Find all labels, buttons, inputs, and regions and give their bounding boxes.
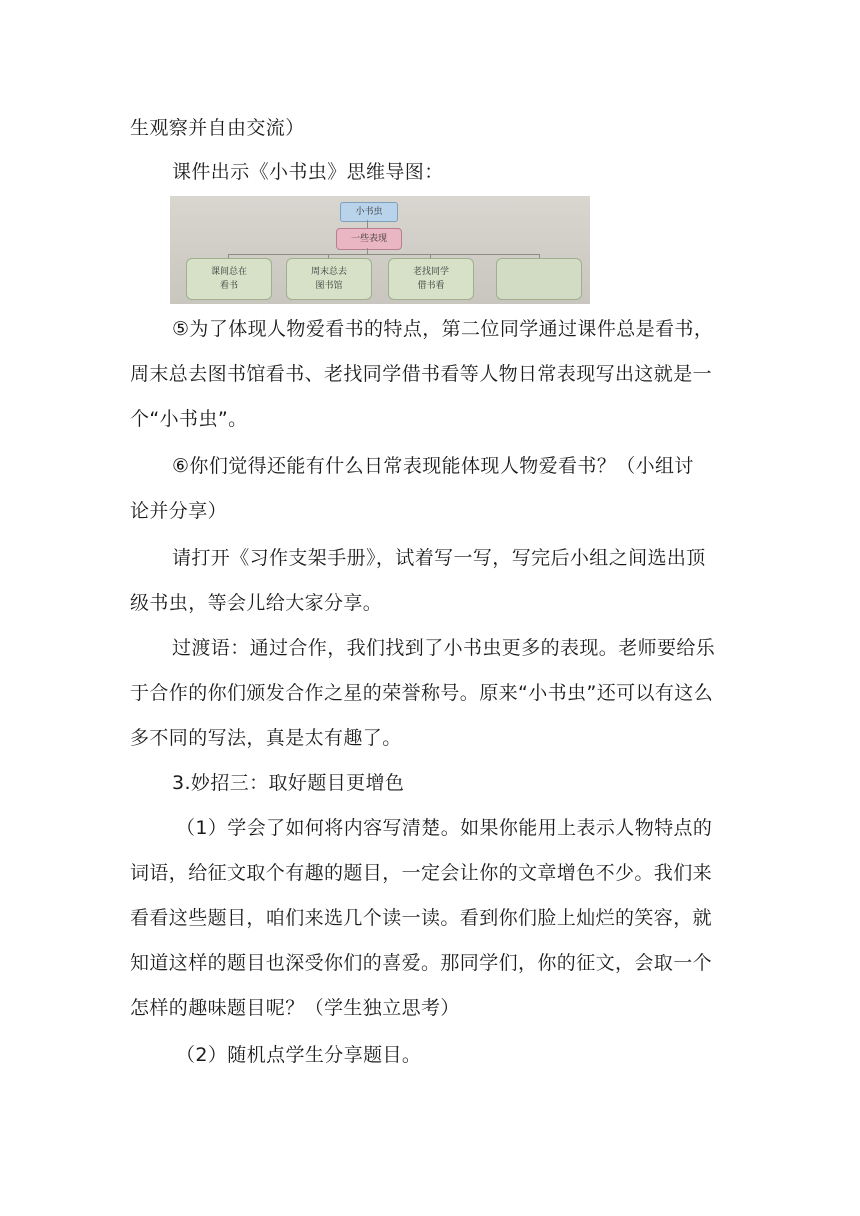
paragraph-line: 级书虫，等会儿给大家分享。 xyxy=(130,592,383,614)
paragraph-line: 课件出示《小书虫》思维导图： xyxy=(172,161,444,183)
mind-map-leaf xyxy=(388,258,474,300)
leaf-text: 借书看 xyxy=(417,281,445,291)
paragraph-line: 看看这些题目，咱们来选几个读一读。看到你们脸上灿烂的笑容，就 xyxy=(130,907,713,929)
paragraph-line: ⑤为了体现人物爱看书的特点，第二位同学通过课件总是看书， xyxy=(172,318,714,340)
paragraph-line: 生观察并自由交流） xyxy=(130,117,305,139)
paragraph-line: （1）学会了如何将内容写清楚。如果你能用上表示人物特点的 xyxy=(176,817,713,839)
leaf-text: 周末总去 xyxy=(310,267,347,277)
paragraph-line: 周末总去图书馆看书、老找同学借书看等人物日常表现写出这就是一 xyxy=(130,363,713,385)
paragraph-line: 知道这样的题目也深受你们的喜爱。那同学们，你的征文，会取一个 xyxy=(130,952,713,974)
paragraph-line: 于合作的你们颁发合作之星的荣誉称号。原来“小书虫”还可以有这么 xyxy=(130,682,714,704)
mind-map-figure xyxy=(170,196,590,304)
paragraph-line: 词语，给征文取个有趣的题目，一定会让你的文章增色不少。我们来 xyxy=(130,862,713,884)
mind-map-leaf xyxy=(186,258,272,300)
section-heading: 3.妙招三：取好题目更增色 xyxy=(172,772,405,794)
paragraph-line: 请打开《习作支架手册》，试着写一写，写完后小组之间选出顶 xyxy=(172,547,706,569)
leaf-text: 图书馆 xyxy=(315,281,343,291)
paragraph-line: 个“小书虫”。 xyxy=(130,408,248,430)
mind-map-root: 小书虫 xyxy=(340,202,398,222)
leaf-text: 看书 xyxy=(219,281,238,291)
leaf-text: 老找同学 xyxy=(412,267,449,277)
leaf-text: 课间总在 xyxy=(210,267,247,277)
paragraph-line: 过渡语：通过合作，我们找到了小书虫更多的表现。老师要给乐 xyxy=(172,637,716,659)
paragraph-line: 多不同的写法，真是太有趣了。 xyxy=(130,727,402,749)
paragraph-line: 怎样的趣味题目呢？（学生独立思考） xyxy=(130,997,460,1019)
paragraph-line: （2）随机点学生分享题目。 xyxy=(176,1044,422,1066)
mind-map-leaf xyxy=(286,258,372,300)
mind-map-leaf-empty xyxy=(496,258,582,300)
mind-map-branch: 一些表现 xyxy=(336,228,402,250)
paragraph-line: ⑥你们觉得还能有什么日常表现能体现人物爱看书？（小组讨 xyxy=(172,455,694,477)
connector-line xyxy=(367,220,368,228)
connector-line xyxy=(228,254,539,255)
paragraph-line: 论并分享） xyxy=(130,500,228,522)
